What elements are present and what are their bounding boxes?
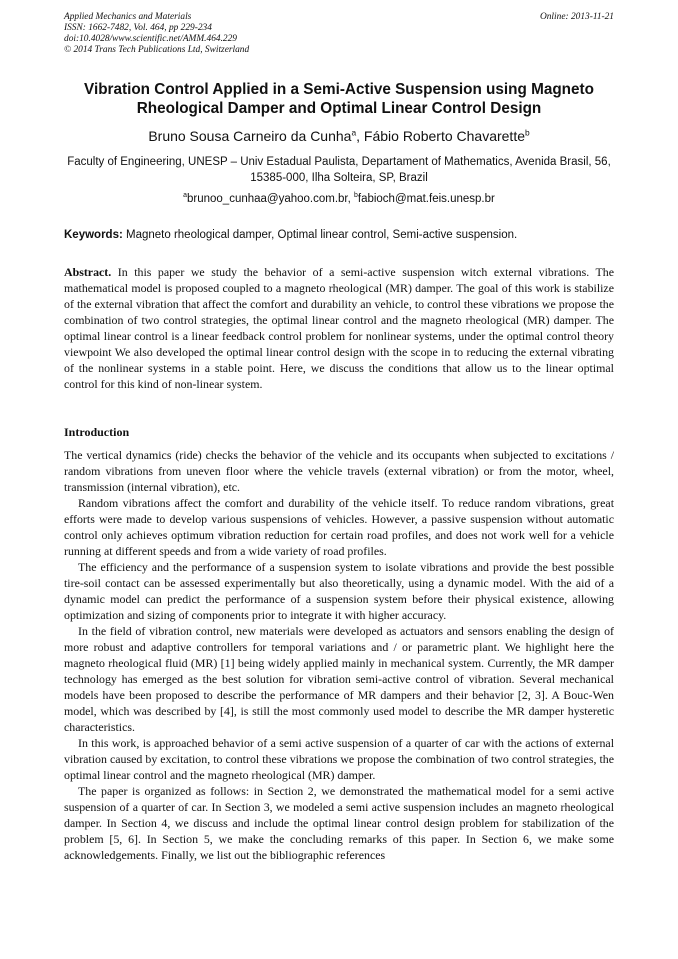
abstract — [64, 264, 614, 392]
introduction-heading: Introduction — [64, 425, 130, 439]
journal-name: Applied Mechanics and Materials — [64, 12, 192, 22]
keywords — [64, 228, 614, 243]
copyright-line: © 2014 Trans Tech Publications Ltd, Switzerland — [64, 45, 250, 55]
doi-line: doi:10.4028/www.scientific.net/AMM.464.229 — [64, 34, 237, 44]
affiliation: Faculty of Engineering, UNESP – Univ Estadual Paulista, Departament of Mathematics, Avenida Brasil, 56, 15385-000, Ilha Solteira, SP, Brazil — [67, 156, 611, 184]
author-name: Bruno Sousa Carneiro da Cunha — [148, 128, 352, 144]
paragraph: The paper is organized as follows: in Section 2, we demonstrated the mathematical model for a semi active suspension of a quarter of car. In Section 3, we modeled a semi active suspension includes an magneto rheological damper. In Section 4, we discuss and include the optimal linear control design problem for stabilization of the problem [5, 6]. In Section 5, we make the concluding remarks of this paper. In Section 6, we make some acknowledgements. Finally, we list out the bibliographic references — [64, 784, 614, 862]
email-mark: b — [354, 192, 358, 200]
keywords-label: Keywords: — [64, 229, 123, 241]
paragraph: The vertical dynamics (ride) checks the behavior of the vehicle and its occupants when subjected to excitations / random vibrations from uneven floor where the vehicle travels (external vibration) or from the motor, wheel, transmission (internal vibration), etc. — [64, 448, 614, 494]
issn-line: ISSN: 1662-7482, Vol. 464, pp 229-234 — [64, 23, 212, 33]
abstract-text: In this paper we study the behavior of a semi-active suspension witch external vibrations. The mathematical model is proposed coupled to a magneto rheological (MR) damper. The goal of this work is stabilize of the external vibration that affect the comfort and durability an vehicle, to control these vibrations we propose the combination of two control strategies, the optimal linear control and the magneto rheological (MR) damper. The optimal linear control is a linear feedback control problem for nonlinear systems, under the optimal control theory viewpoint We also developed the optimal linear control design with the scope in to reducing the external vibrating of the nonlinear systems in a stable point. Here, we discuss the conditions that allow us to the linear optimal control for this kind of non-linear system. — [64, 265, 614, 391]
author-list — [40, 127, 638, 145]
paragraph: In the field of vibration control, new materials were developed as actuators and sensors enabling the design of more robust and adaptive controllers for temporal variations and / or parametric plant. We highlight here the magneto rheological fluid (MR) [1] being widely applied mainly in mechanical system. Currently, the MR damper technology has emerged as the best solution for vibration semi-active control of vibration. Several mechanical models have been proposed to describe the performance of MR dampers and their behavior [2, 3]. A Bouc-Wen model, which was described by [4], is still the most commonly used model to describe the MR damper hysteretic characteristics. — [64, 624, 614, 734]
online-date: Online: 2013-11-21 — [539, 12, 614, 22]
author-name: Fábio Roberto Chavarette — [363, 128, 525, 144]
keywords-text: Magneto rheological damper, Optimal linear control, Semi-active suspension. — [126, 229, 518, 241]
author-affil-mark: a — [351, 127, 357, 138]
author-affil-mark: b — [525, 127, 530, 138]
author-separator: , — [356, 128, 364, 144]
email-link[interactable]: brunoo_cunhaa@yahoo.com.br — [186, 193, 348, 205]
email-separator: , — [347, 193, 355, 205]
email-mark: a — [183, 192, 187, 200]
page-header — [64, 12, 614, 56]
abstract-label: Abstract. — [64, 265, 112, 279]
paragraph: In this work, is approached behavior of a semi active suspension of a quarter of car with the actions of external vibration caused by excitation, to control these vibrations we propose the combination of two control strategies, the optimal linear control and the magneto rheological (MR) damper. — [64, 736, 614, 782]
paragraph: The efficiency and the performance of a suspension system to isolate vibrations and provide the best possible tire-soil contact can be assessed experimentally but also theoretically, using a dynamic model. With the aid of a dynamic model can predict the performance of a suspension system before their physical existence, allowing optimization and sizing of components prior to integrate it with higher accuracy. — [64, 560, 614, 622]
email-link[interactable]: fabioch@mat.feis.unesp.br — [357, 193, 495, 205]
introduction-body — [64, 447, 614, 863]
paragraph: Random vibrations affect the comfort and durability of the vehicle itself. To reduce random vibrations, great efforts were made to develop various suspensions of vehicles. However, a passive suspension without automatic control only achieves optimum vibration reduction for certain road profiles, and does not work well for a vehicle running at different speeds and from a wide variety of road profiles. — [64, 496, 614, 558]
email-list — [60, 192, 618, 207]
paper-title: Vibration Control Applied in a Semi-Active Suspension using Magneto Rheological Damper and Optimal Linear Control Design — [84, 81, 594, 117]
